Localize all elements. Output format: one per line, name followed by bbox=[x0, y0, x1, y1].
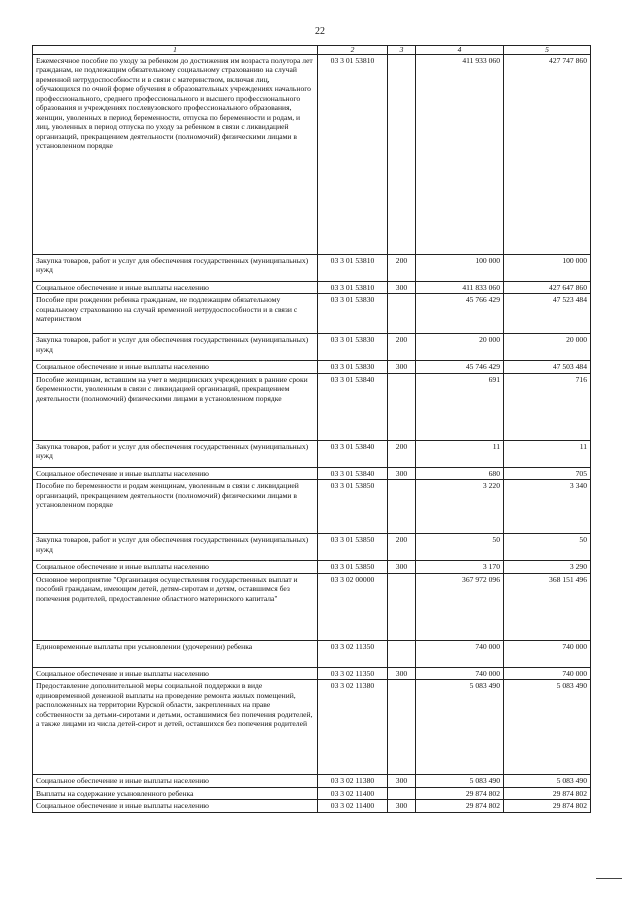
table-row bbox=[33, 534, 591, 561]
row-expense-type: 300 bbox=[388, 561, 416, 573]
row-expense-type: 200 bbox=[388, 255, 416, 282]
row-name: Предоставление дополнительной меры социальной поддержки в виде единовременной денежной выплаты на проведение ремонта жилых помещений, расположенных на территории Курской области, закрепленных на праве собственности за детьми-сиротами и детьми, оставшимися без попечения родителей, а также лицами из числа детей-сирот и детей, оставшихся без попечения родителей bbox=[33, 680, 318, 775]
column-header: 2 bbox=[318, 46, 388, 55]
row-value-year1: 29 874 802 bbox=[416, 787, 504, 799]
row-code: 03 3 01 53840 bbox=[318, 440, 388, 467]
row-code: 03 3 01 53850 bbox=[318, 561, 388, 573]
row-name: Пособие при рождении ребенка гражданам, не подлежащим обязательному социальному страхованию на случай временной нетрудоспособности и в связи с материнством bbox=[33, 294, 318, 334]
row-value-year2: 716 bbox=[504, 373, 591, 440]
row-expense-type bbox=[388, 373, 416, 440]
table-row bbox=[33, 561, 591, 573]
row-name: Закупка товаров, работ и услуг для обеспечения государственных (муниципальных) нужд bbox=[33, 534, 318, 561]
row-expense-type: 300 bbox=[388, 667, 416, 679]
corner-line bbox=[596, 878, 622, 879]
table-row bbox=[33, 787, 591, 799]
row-expense-type bbox=[388, 573, 416, 640]
table-row bbox=[33, 467, 591, 479]
column-header: 5 bbox=[504, 46, 591, 55]
row-code: 03 3 01 53810 bbox=[318, 282, 388, 294]
row-value-year2: 47 523 484 bbox=[504, 294, 591, 334]
row-code: 03 3 01 53810 bbox=[318, 255, 388, 282]
column-header: 4 bbox=[416, 46, 504, 55]
table-row bbox=[33, 480, 591, 534]
table-row bbox=[33, 55, 591, 255]
row-value-year1: 3 220 bbox=[416, 480, 504, 534]
row-value-year2: 705 bbox=[504, 467, 591, 479]
row-code: 03 3 02 11350 bbox=[318, 640, 388, 667]
column-number-row bbox=[33, 46, 591, 55]
table-row bbox=[33, 775, 591, 787]
table-row bbox=[33, 373, 591, 440]
row-value-year1: 20 000 bbox=[416, 334, 504, 361]
row-value-year2: 5 083 490 bbox=[504, 775, 591, 787]
table-row bbox=[33, 573, 591, 640]
row-value-year1: 5 083 490 bbox=[416, 680, 504, 775]
table-row bbox=[33, 667, 591, 679]
row-value-year1: 11 bbox=[416, 440, 504, 467]
row-name: Выплаты на содержание усыновленного ребенка bbox=[33, 787, 318, 799]
row-expense-type bbox=[388, 787, 416, 799]
row-expense-type: 200 bbox=[388, 334, 416, 361]
row-code: 03 3 01 53840 bbox=[318, 373, 388, 440]
row-name: Закупка товаров, работ и услуг для обеспечения государственных (муниципальных) нужд bbox=[33, 440, 318, 467]
row-name: Социальное обеспечение и иные выплаты населению bbox=[33, 775, 318, 787]
row-value-year1: 100 000 bbox=[416, 255, 504, 282]
row-name: Основное мероприятие "Организация осуществления государственных выплат и пособий гражданам, имеющим детей, детям-сиротам и детям, оставшимся без попечения родителей, предоставление областного материнского капитала" bbox=[33, 573, 318, 640]
row-expense-type bbox=[388, 640, 416, 667]
row-expense-type bbox=[388, 480, 416, 534]
row-expense-type: 300 bbox=[388, 775, 416, 787]
row-expense-type: 300 bbox=[388, 282, 416, 294]
row-name: Пособие женщинам, вставшим на учет в медицинских учреждениях в ранние сроки беременности, уволенным в связи с ликвидацией организаций, прекращением деятельности (полномочий) физическими лицами в установленном порядке bbox=[33, 373, 318, 440]
row-value-year1: 45 766 429 bbox=[416, 294, 504, 334]
table-row bbox=[33, 800, 591, 812]
page-number: 22 bbox=[315, 26, 325, 37]
row-code: 03 3 02 11400 bbox=[318, 800, 388, 812]
row-code: 03 3 01 53850 bbox=[318, 480, 388, 534]
budget-table bbox=[32, 45, 591, 813]
row-value-year2: 47 503 484 bbox=[504, 361, 591, 373]
row-value-year1: 740 000 bbox=[416, 640, 504, 667]
row-name: Социальное обеспечение и иные выплаты населению bbox=[33, 467, 318, 479]
table-row bbox=[33, 294, 591, 334]
row-value-year1: 50 bbox=[416, 534, 504, 561]
row-value-year1: 29 874 802 bbox=[416, 800, 504, 812]
row-name: Закупка товаров, работ и услуг для обеспечения государственных (муниципальных) нужд bbox=[33, 255, 318, 282]
row-expense-type: 200 bbox=[388, 534, 416, 561]
row-value-year1: 680 bbox=[416, 467, 504, 479]
row-value-year1: 3 170 bbox=[416, 561, 504, 573]
row-value-year2: 100 000 bbox=[504, 255, 591, 282]
row-value-year2: 427 747 860 bbox=[504, 55, 591, 255]
row-expense-type bbox=[388, 294, 416, 334]
row-name: Социальное обеспечение и иные выплаты населению bbox=[33, 800, 318, 812]
row-value-year1: 411 933 060 bbox=[416, 55, 504, 255]
row-name: Ежемесячное пособие по уходу за ребенком до достижения им возраста полутора лет гражданам, не подлежащим обязательному социальному страхованию на случай временной нетрудоспособности и в связи с материнством, включая лиц, обучающихся по очной форме обучения в образовательных учреждениях начального профессионального, среднего профессионального и высшего профессионального образования и учреждениях послевузовского профессионального образования, женщин, уволенных в период беременности, отпуска по беременности и родам, и лиц, уволенных в период отпуска по уходу за ребенком в связи с ликвидацией организаций, прекращением деятельности (полномочий) физическими лицами в установленном порядке bbox=[33, 55, 318, 255]
table-row bbox=[33, 680, 591, 775]
row-value-year1: 5 083 490 bbox=[416, 775, 504, 787]
row-code: 03 3 01 53810 bbox=[318, 55, 388, 255]
row-code: 03 3 02 11350 bbox=[318, 667, 388, 679]
row-code: 03 3 02 11380 bbox=[318, 680, 388, 775]
row-value-year2: 368 151 496 bbox=[504, 573, 591, 640]
row-value-year1: 411 833 060 bbox=[416, 282, 504, 294]
row-name: Социальное обеспечение и иные выплаты населению bbox=[33, 361, 318, 373]
row-name: Закупка товаров, работ и услуг для обеспечения государственных (муниципальных) нужд bbox=[33, 334, 318, 361]
row-value-year2: 427 647 860 bbox=[504, 282, 591, 294]
column-header: 1 bbox=[33, 46, 318, 55]
row-value-year2: 5 083 490 bbox=[504, 680, 591, 775]
row-value-year1: 691 bbox=[416, 373, 504, 440]
row-name: Единовременные выплаты при усыновлении (удочерении) ребенка bbox=[33, 640, 318, 667]
row-name: Социальное обеспечение и иные выплаты населению bbox=[33, 667, 318, 679]
table-row bbox=[33, 255, 591, 282]
table-row bbox=[33, 282, 591, 294]
row-code: 03 3 01 53830 bbox=[318, 294, 388, 334]
row-value-year2: 29 874 802 bbox=[504, 787, 591, 799]
table-row bbox=[33, 334, 591, 361]
row-value-year2: 29 874 802 bbox=[504, 800, 591, 812]
table-row bbox=[33, 640, 591, 667]
row-value-year2: 740 000 bbox=[504, 667, 591, 679]
row-code: 03 3 01 53830 bbox=[318, 361, 388, 373]
row-value-year2: 3 290 bbox=[504, 561, 591, 573]
row-code: 03 3 02 11380 bbox=[318, 775, 388, 787]
row-code: 03 3 02 00000 bbox=[318, 573, 388, 640]
table-row bbox=[33, 361, 591, 373]
row-value-year2: 50 bbox=[504, 534, 591, 561]
row-expense-type: 300 bbox=[388, 800, 416, 812]
row-name: Социальное обеспечение и иные выплаты населению bbox=[33, 561, 318, 573]
row-code: 03 3 02 11400 bbox=[318, 787, 388, 799]
table-row bbox=[33, 440, 591, 467]
row-value-year2: 3 340 bbox=[504, 480, 591, 534]
row-expense-type: 300 bbox=[388, 361, 416, 373]
row-value-year1: 45 746 429 bbox=[416, 361, 504, 373]
row-value-year2: 11 bbox=[504, 440, 591, 467]
row-code: 03 3 01 53850 bbox=[318, 534, 388, 561]
row-code: 03 3 01 53840 bbox=[318, 467, 388, 479]
row-expense-type: 200 bbox=[388, 440, 416, 467]
row-value-year2: 20 000 bbox=[504, 334, 591, 361]
row-expense-type bbox=[388, 680, 416, 775]
row-value-year2: 740 000 bbox=[504, 640, 591, 667]
row-name: Пособие по беременности и родам женщинам, уволенным в связи с ликвидацией организаций, прекращением деятельности (полномочий) физическими лицами в установленном порядке bbox=[33, 480, 318, 534]
column-header: 3 bbox=[388, 46, 416, 55]
row-expense-type bbox=[388, 55, 416, 255]
row-code: 03 3 01 53830 bbox=[318, 334, 388, 361]
row-value-year1: 367 972 096 bbox=[416, 573, 504, 640]
row-value-year1: 740 000 bbox=[416, 667, 504, 679]
row-expense-type: 300 bbox=[388, 467, 416, 479]
row-name: Социальное обеспечение и иные выплаты населению bbox=[33, 282, 318, 294]
